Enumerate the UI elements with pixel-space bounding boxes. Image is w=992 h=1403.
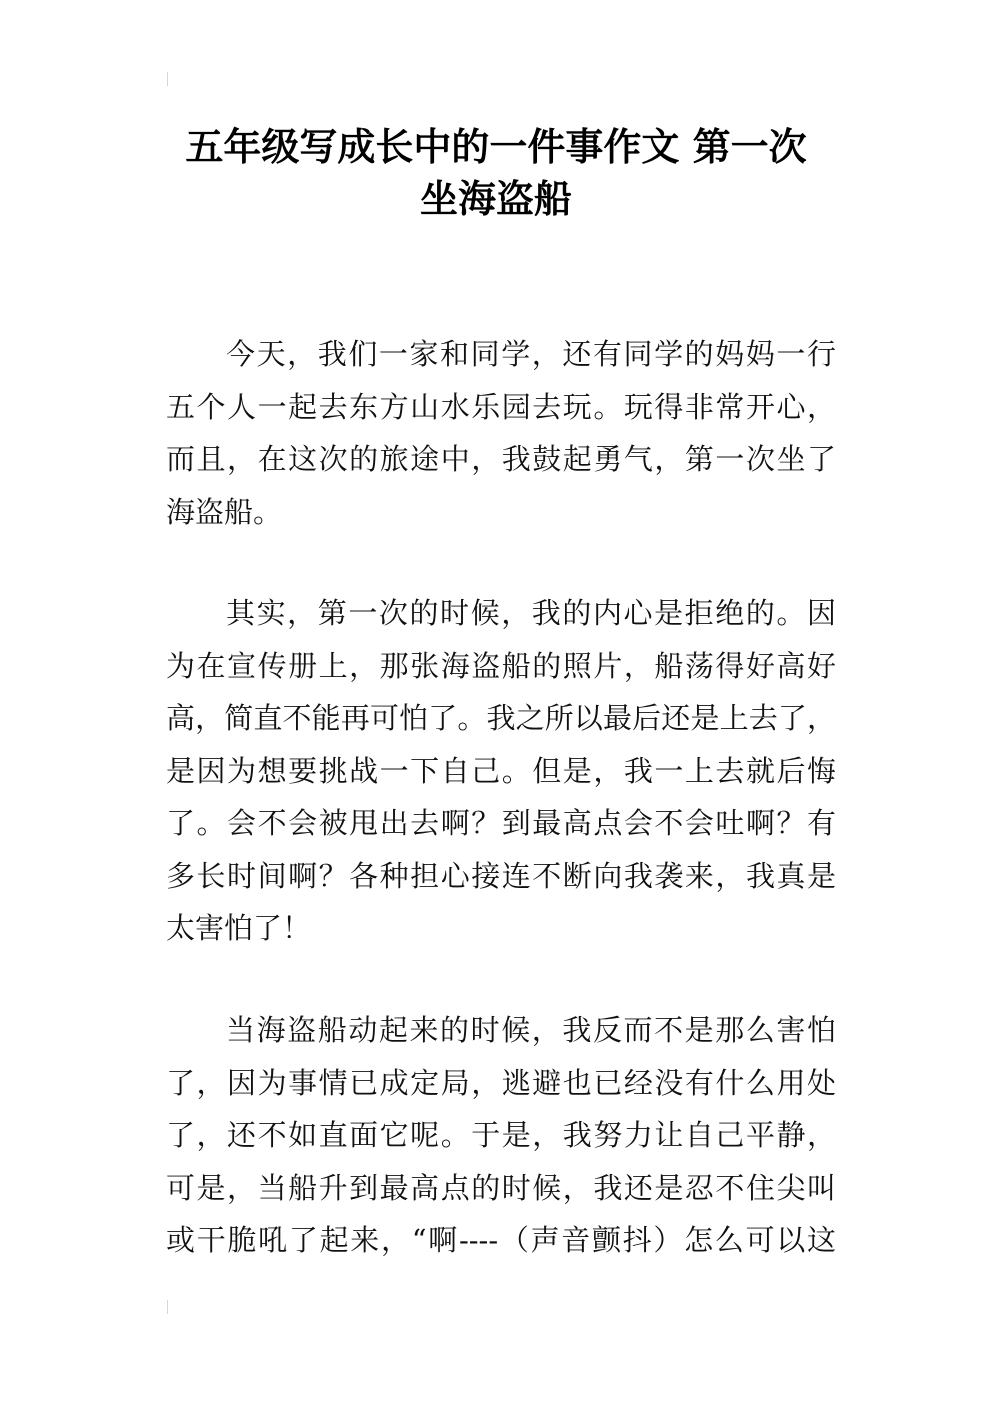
paragraph-line: 了。会不会被甩出去啊？到最高点会不会吐啊？有 bbox=[166, 806, 836, 840]
title-line: 五年级写成长中的一件事作文 第一次 bbox=[185, 125, 807, 169]
document-title bbox=[150, 121, 842, 225]
paragraph-line: 或干脆吼了起来，“啊----（声音颤抖）怎么可以这 bbox=[166, 1223, 836, 1257]
paragraph-2 bbox=[166, 587, 836, 955]
title-line: 坐海盗船 bbox=[419, 177, 572, 221]
paragraph-line: 太害怕了！ bbox=[166, 911, 312, 945]
paragraph-line: 当海盗船动起来的时候，我反而不是那么害怕 bbox=[226, 1013, 836, 1047]
paragraph-line: 五个人一起去东方山水乐园去玩。玩得非常开心， bbox=[166, 389, 836, 424]
paragraph-line: 多长时间啊？各种担心接连不断向我袭来，我真是 bbox=[166, 858, 836, 893]
paragraph-line: 高，简直不能再可怕了。我之所以最后还是上去了， bbox=[166, 701, 836, 735]
paragraph-line: 了，还不如直面它呢。于是，我努力让自己平静， bbox=[166, 1118, 836, 1152]
paragraph-line: 海盗船。 bbox=[166, 494, 283, 529]
paragraph-line: 今天，我们一家和同学，还有同学的妈妈一行 bbox=[226, 337, 836, 371]
paragraph-line: 了，因为事情已成定局，逃避也已经没有什么用处 bbox=[166, 1065, 836, 1100]
paragraph-line: 而且，在这次的旅途中，我鼓起勇气，第一次坐了 bbox=[166, 442, 836, 476]
paragraph-1 bbox=[166, 328, 836, 538]
paragraph-line: 为在宣传册上，那张海盗船的照片，船荡得好高好 bbox=[166, 648, 836, 683]
paragraph-line: 是因为想要挑战一下自己。但是，我一上去就后悔 bbox=[166, 753, 836, 788]
paragraph-line: 可是，当船升到最高点的时候，我还是忍不住尖叫 bbox=[166, 1170, 836, 1205]
paragraph-3 bbox=[166, 1004, 836, 1267]
paragraph-line: 其实，第一次的时候，我的内心是拒绝的。因 bbox=[226, 596, 836, 630]
page-corner-mark-top bbox=[167, 72, 168, 86]
page-corner-mark-bottom bbox=[167, 1300, 168, 1314]
